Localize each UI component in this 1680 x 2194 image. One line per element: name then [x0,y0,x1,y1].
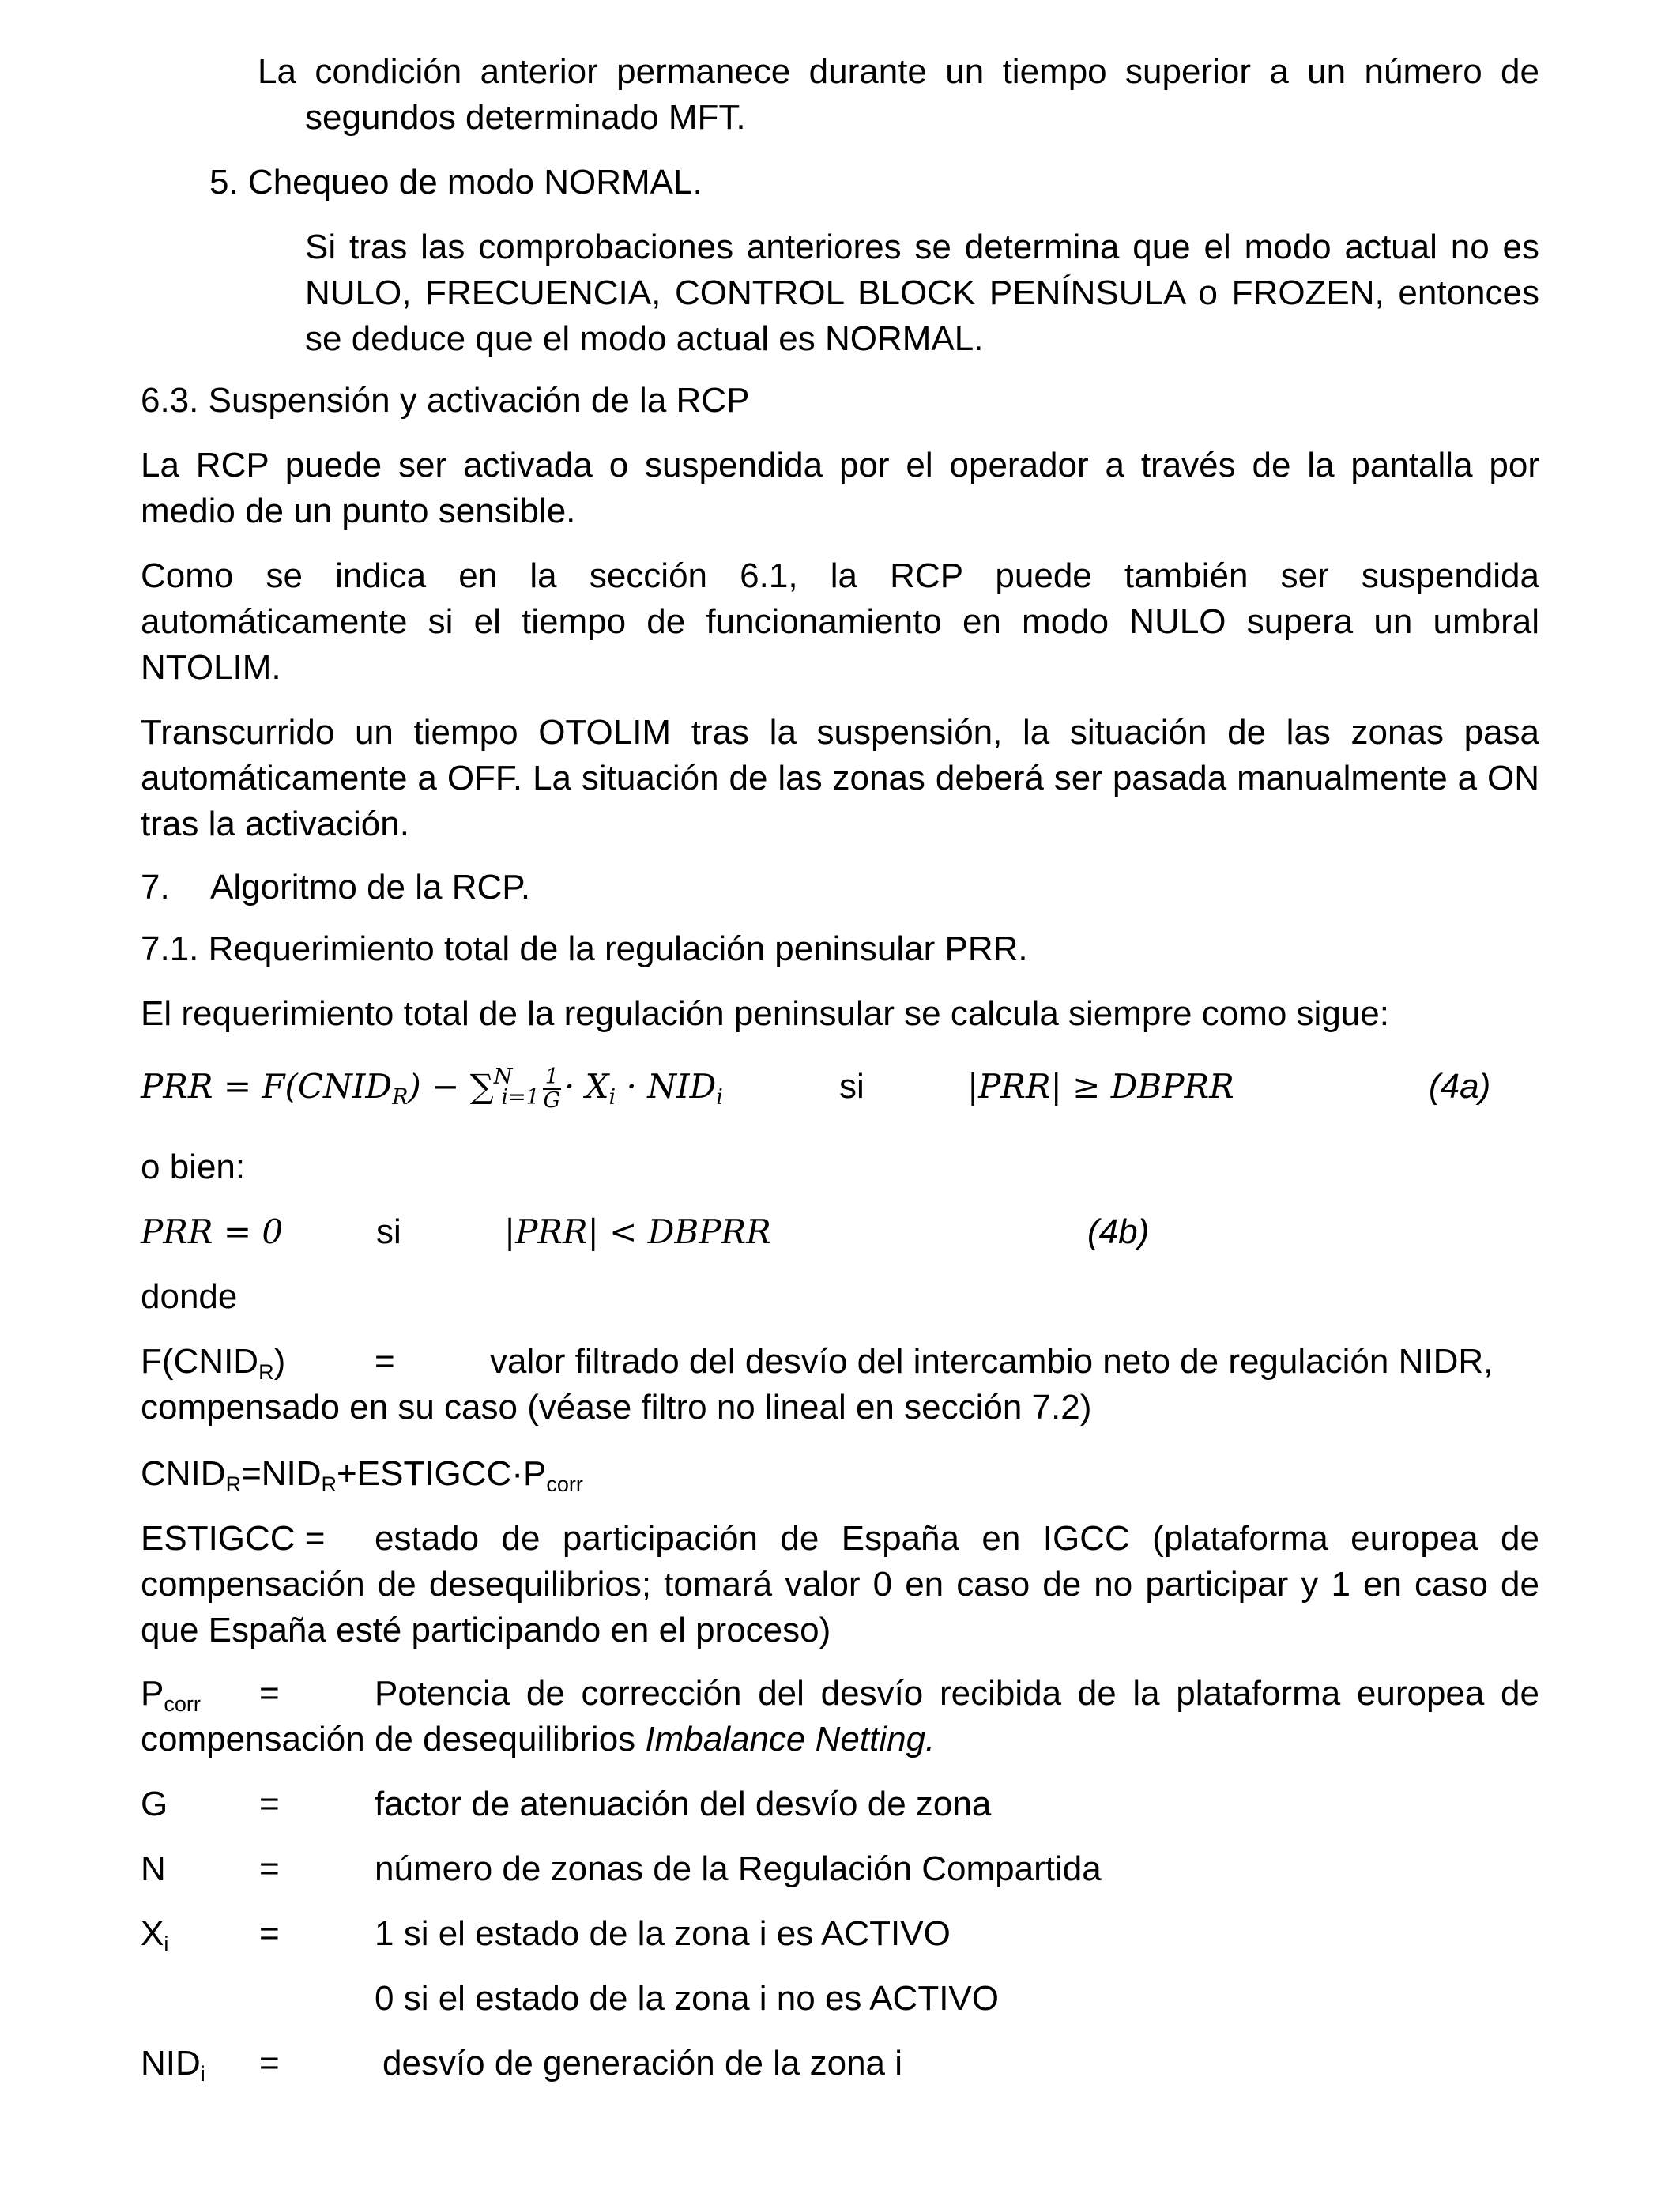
text-line: donde [141,1277,238,1316]
equation-4b [141,1209,1539,1255]
text-o-bien [141,1144,1539,1190]
paragraph-rcp-activation: La RCP puede ser activada o suspendida por el operador a través de la pantalla por medio de un punto sensible. [141,446,1539,530]
definition-text: Potencia de corrección del desvío recibida de la plataforma europea de [375,1674,1539,1713]
definition-text: 1 si el estado de la zona i es ACTIVO [375,1914,951,1953]
definition-xi [141,1911,1539,1957]
definition-equals: = [259,1674,280,1713]
equation-4b-condition: |PRR| < DBPRR [504,1212,771,1251]
text-line: El requerimiento total de la regulación peninsular se calcula siempre como sigue: [141,994,1389,1033]
definition-equals: = [259,2044,280,2083]
definition-equals: = [259,1849,280,1888]
paragraph-mft-condition [258,49,1539,95]
section-heading-7 [141,865,1539,910]
equation-4b-formula: PRR = 0 [141,1212,284,1251]
definition-term: $NID_i$ [141,2044,205,2086]
cnid-formula: $CNID_R=NID_R+ESTIGCC\cdot P_{corr}$ [141,1454,583,1496]
definition-xi-cont [141,1976,1539,2022]
definition-n [141,1846,1539,1892]
definition-term: $F(CNID_R)$ [141,1342,286,1384]
section-heading-6-3 [141,378,1539,424]
definition-term: ESTIGCC = [141,1519,326,1558]
definition-text: valor filtrado del desvío del intercambio neto de regulación NIDR, [490,1342,1494,1381]
definition-text: desvío de generación de la zona i [382,2044,903,2083]
equation-4b-tag: (4b) [1087,1212,1150,1251]
paragraph-calc-intro [141,991,1539,1037]
definition-term: N [141,1849,166,1888]
equation-4a-si: si [839,1067,864,1106]
equation-4a-condition: |PRR| ≥ DBPRR [967,1067,1234,1106]
definition-equals: = [375,1342,395,1381]
paragraph-normal-mode: Si tras las comprobaciones anteriores se determina que el modo actual no es NULO, FRECUENCIA, CONTROL BLOCK PENÍNSULA o FROZEN, entonces se deduce que el modo actual es NORMAL. [305,228,1539,358]
equation-4a-tag: (4a) [1429,1067,1491,1106]
definition-pcorr [141,1671,1539,1717]
equation-4a [141,1062,1539,1118]
list-item-label: 5. Chequeo de modo NORMAL. [209,163,703,202]
definition-equals: = [259,1914,280,1953]
definition-text: número de zonas de la Regulación Compartida [375,1849,1102,1888]
definition-estigcc-cont: compensación de desequilibrios; tomará valor 0 en caso de no participar y 1 en caso de que España esté participando en el proceso) [141,1565,1539,1649]
definition-text: compensado en su caso (véase filtro no lineal en sección 7.2) [141,1388,1092,1427]
definition-term: G [141,1785,168,1823]
section-heading-7-1 [141,926,1539,972]
paragraph-rcp-suspension: Como se indica en la sección 6.1, la RCP puede también ser suspendida automáticamente si el tiempo de funcionamiento en modo NULO supera un umbral NTOLIM. [141,556,1539,687]
text-line: La condición anterior permanece durante un tiempo superior a un número de [258,52,1539,91]
heading-text: Algoritmo de la RCP. [210,868,531,907]
definition-g [141,1781,1539,1827]
definition-text: factor de atenuación del desvío de zona [375,1785,992,1823]
text-line: o bien: [141,1148,246,1186]
paragraph-mft-condition-cont [305,95,1680,141]
text-donde [141,1274,1539,1320]
definition-equals: = [259,1785,280,1823]
definition-pcorr-cont [141,1717,1539,1762]
equation-4b-si: si [376,1212,401,1251]
definition-fcnid [141,1339,1539,1385]
text-line: segundos determinado MFT. [305,98,746,137]
equation-4a-formula: PRR = $F(CNID_R) - \sum^N_{i=1}$ $\frac{1}{G}$ · $X_i \cdot NID_i$ [141,1065,723,1113]
definition-term: $X_i$ [141,1914,169,1956]
definition-text: estado de participación de España en IGCC (plataforma europea de [375,1519,1539,1558]
heading-number: 7. [141,868,170,907]
definition-text: 0 si el estado de la zona i no es ACTIVO [375,1979,1000,2018]
definition-term: $P_{corr}$ [141,1674,201,1716]
heading-text: 6.3. Suspensión y activación de la RCP [141,381,750,420]
definition-estigcc [141,1516,1539,1562]
definition-nid [141,2041,1539,2087]
heading-text: 7.1. Requerimiento total de la regulación peninsular PRR. [141,929,1028,968]
definition-text: compensación de desequilibrios Imbalance Netting. [141,1720,936,1759]
list-item-normal-check [209,160,1608,205]
paragraph-otolim: Transcurrido un tiempo OTOLIM tras la suspensión, la situación de las zonas pasa automáticamente a OFF. La situación de las zonas deberá ser pasada manualmente a ON tras la activación. [141,713,1539,843]
definition-fcnid-cont [141,1385,1539,1431]
definition-cnid [141,1451,1539,1497]
